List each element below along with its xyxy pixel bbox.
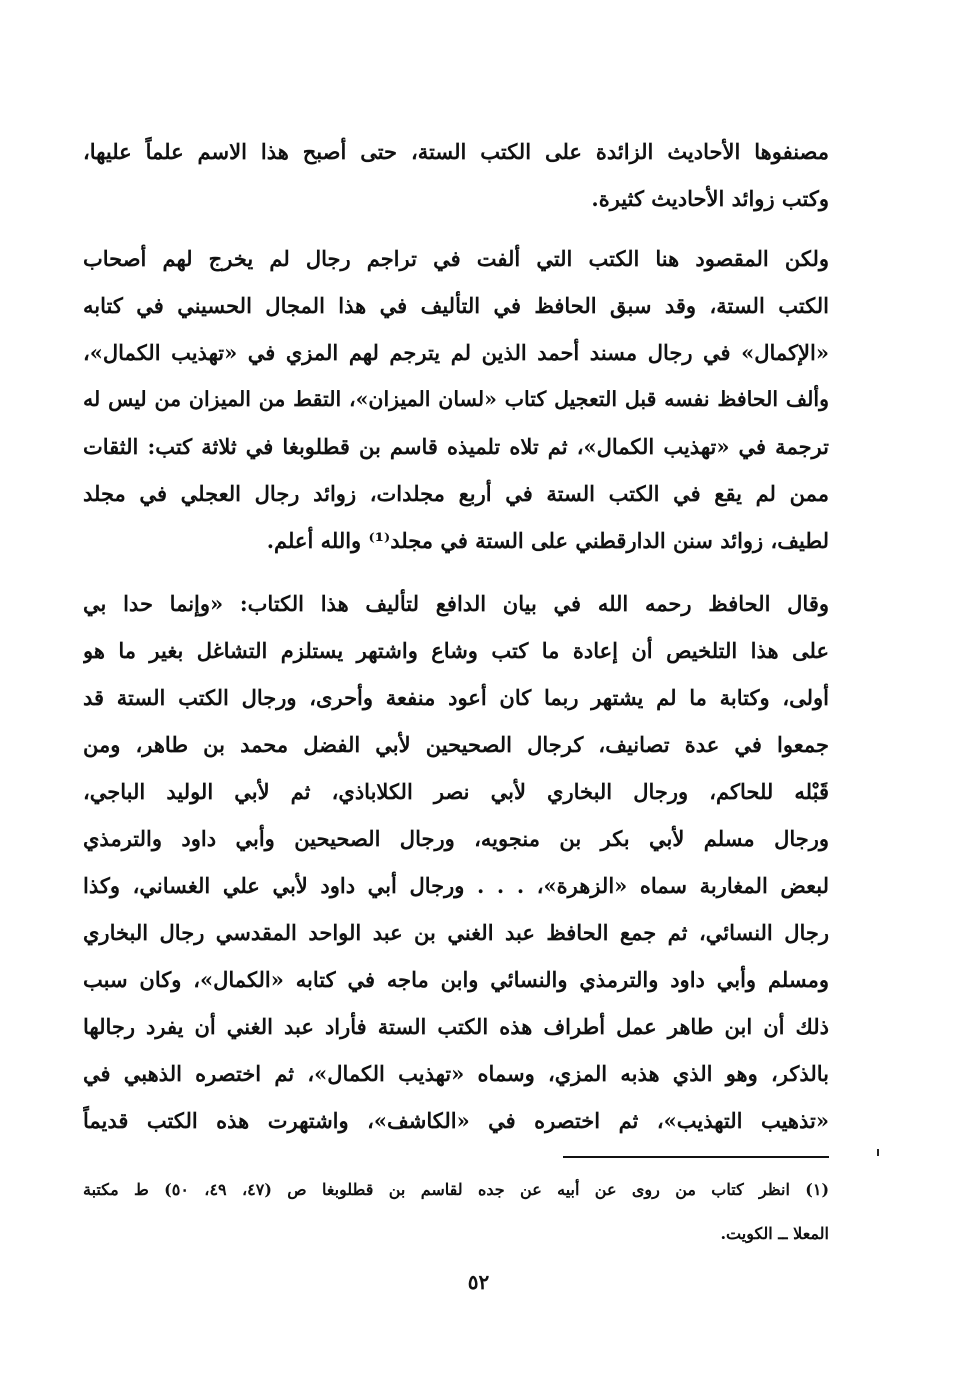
text-line: «تذهيب التهذيب»، ثم اختصره في «الكاشف»، واشتهرت هذه الكتب قديماً	[83, 1108, 829, 1133]
text-line: جمعوا في عدة تصانيف، كرجال الصحيحين لأبي الفضل محمد بن طاهر، ومن	[83, 732, 829, 757]
paragraph-1	[83, 128, 829, 222]
text-line: أولى، وكتابة ما لم يشتهر ربما كان أعود منفعة وأحرى، ورجال الكتب الستة قد	[83, 685, 829, 710]
text-line: لطيف، زوائد سنن الدارقطني على الستة في مجلد⁽¹⁾ والله أعلم.	[266, 528, 829, 553]
text-line: «الإكمال» في رجال مسند أحمد الذين لم يترجم لهم المزي في «تهذيب الكمال»،	[83, 340, 829, 365]
text-line: قَبْله للحاكم، ورجال البخاري لأبي نصر الكلاباذي، ثم لأبي الوليد الباجي،	[83, 779, 829, 804]
text-line: رجال النسائي، ثم جمع الحافظ عبد الغني بن عبد الواحد المقدسي رجال البخاري	[83, 920, 829, 945]
text-line: ومسلم وأبي داود والترمذي والنسائي وابن ماجه في كتابه «الكمال»، وكان سبب	[83, 967, 829, 992]
text-line: ذلك أن ابن طاهر عمل أطراف هذه الكتب الستة فأراد عبد الغني أن يفرد رجالها	[83, 1014, 829, 1039]
text-line: ممن لم يقع في الكتب الستة في أربع مجلدات، زوائد رجال العجلي في مجلد	[83, 481, 829, 506]
text-line: ورجال مسلم لأبي بكر بن منجويه، ورجال الصحيحين وأبي داود والترمذي	[83, 826, 829, 851]
text-line: ولكن المقصود هنا الكتب التي ألفت في تراجم رجال لم يخرج لهم أصحاب	[83, 246, 829, 271]
text-line: مصنفوها الأحاديث الزائدة على الكتب الستة، حتى أصبح هذا الاسم علماً عليها،	[83, 139, 829, 164]
text-line: لبعض المغاربة سماه «الزهرة»، . . . ورجال أبي داود لأبي علي الغساني، وكذا	[83, 873, 829, 898]
text-line: بالذكر، وهو الذي هذبه المزي، وسماه «تهذيب الكمال»، ثم اختصره الذهبي في	[83, 1061, 829, 1086]
footnote	[83, 1168, 829, 1256]
paragraph-2	[83, 235, 829, 564]
page-number: ٥٢	[467, 1270, 490, 1294]
paragraph-3	[83, 580, 829, 1144]
margin-mark	[877, 1149, 879, 1156]
text-line: وكتب زوائد الأحاديث كثيرة.	[591, 186, 829, 211]
text-line: ترجمة في «تهذيب الكمال»، ثم تلاه تلميذه قاسم بن قطلوبغا في ثلاثة كتب: الثقات	[83, 434, 829, 459]
text-line: الكتب الستة، وقد سبق الحافظ في التأليف في هذا المجال الحسيني في كتابه	[83, 293, 829, 318]
footnote-separator	[563, 1156, 829, 1158]
footnote-line: (١) انظر كتاب من روى عن أبيه عن جده لقاسم بن قطلوبغا ص (٤٧، ٤٩، ٥٠) ط مكتبة	[83, 1180, 829, 1199]
text-line: على هذا التلخيص أن إعادة ما كتب وشاع واشتهر يستلزم التشاغل بغير ما هو	[83, 638, 829, 663]
text-line: وقال الحافظ رحمه الله في بيان الدافع لتأليف هذا الكتاب: «وإنما حدا بي	[83, 591, 829, 616]
footnote-line: المعلا ــ الكويت.	[720, 1224, 829, 1243]
text-line: وألف الحافظ نفسه قبل التعجيل كتاب «لسان الميزان»، التقط من الميزان من ليس له	[83, 387, 829, 411]
